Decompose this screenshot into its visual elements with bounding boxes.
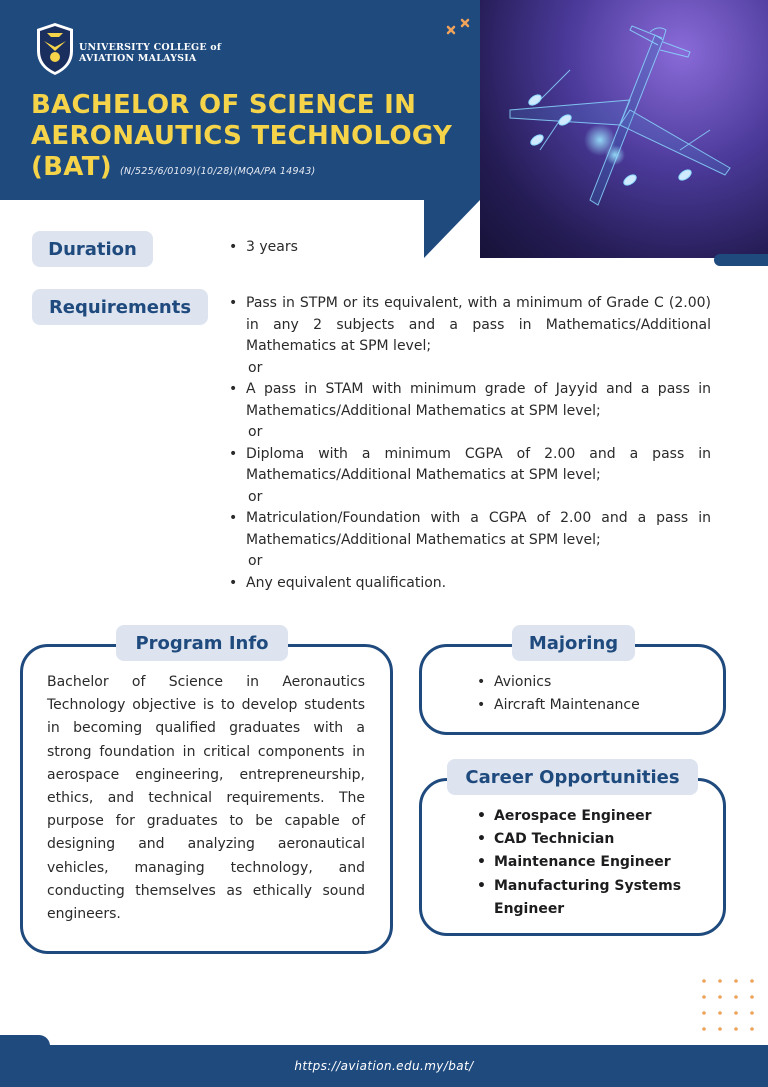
title-line-2: AERONAUTICS TECHNOLOGY [31, 121, 453, 151]
career-label: Career Opportunities [447, 759, 698, 795]
hero-corner [424, 200, 480, 258]
duration-label: Duration [32, 231, 153, 267]
requirement-or: or [248, 553, 263, 569]
requirements-list [229, 293, 711, 594]
majoring-label: Majoring [512, 625, 635, 661]
program-info-text: Bachelor of Science in Aeronautics Technology objective is to develop students in becoming qualified graduates with a strong foundation in critical components in aerospace engineering, entrepreneurship, ethics, and technical requirements. The purpose for graduates to be capable of designing and analyzing aeronautical vehicles, managing technology, and conducting themselves as ethically sound engineers. [47, 674, 365, 923]
program-code: (N/525/6/0109)(10/28)(MQA/PA 14943) [120, 166, 316, 177]
institution-line-2: AVIATION MALAYSIA [79, 53, 197, 64]
university-crest-icon [33, 21, 77, 77]
majoring-item: • Aircraft Maintenance [477, 694, 640, 717]
requirement-item: • Any equivalent qualification. [229, 573, 711, 595]
duration-list [229, 239, 298, 255]
requirements-label: Requirements [32, 289, 208, 325]
majoring-list [477, 671, 640, 717]
institution-line-1: UNIVERSITY COLLEGE of [79, 42, 222, 53]
airplane-wireframe-icon [480, 0, 768, 258]
requirement-item: • Matriculation/Foundation with a CGPA of 2.00 and a pass in Mathematics/Additional Mathematics at SPM level; [229, 508, 711, 551]
career-item: • Maintenance Engineer [477, 851, 707, 874]
footer-url-link[interactable]: https://aviation.edu.my/bat/ [294, 1059, 474, 1073]
duration-item: • 3 years [229, 239, 298, 255]
sparkle-icon [444, 17, 474, 41]
program-info-label: Program Info [116, 625, 288, 661]
requirement-item: • A pass in STAM with minimum grade of Jayyid and a pass in Mathematics/Additional Mathematics at SPM level; [229, 379, 711, 422]
career-list [477, 805, 707, 921]
hero-tab [714, 254, 768, 266]
career-item: • CAD Technician [477, 828, 707, 851]
requirement-item: • Pass in STPM or its equivalent, with a minimum of Grade C (2.00) in any 2 subjects and a pass in Mathematics/Additional Mathematics at SPM level; [229, 293, 711, 358]
institution-name [79, 42, 221, 64]
dots-decoration [700, 975, 764, 1035]
requirement-or: or [248, 424, 263, 440]
requirement-item: • Diploma with a minimum CGPA of 2.00 and a pass in Mathematics/Additional Mathematics at SPM level; [229, 444, 711, 487]
footer [0, 1045, 768, 1087]
career-item: • Aerospace Engineer [477, 805, 707, 828]
career-item: • Manufacturing Systems Engineer [477, 875, 707, 921]
hero-image [480, 0, 768, 258]
title-line-3: (BAT) [31, 152, 112, 182]
requirement-or: or [248, 488, 263, 505]
title-line-1: BACHELOR OF SCIENCE IN [31, 90, 417, 120]
majoring-item: • Avionics [477, 671, 640, 694]
requirement-or: or [248, 359, 263, 376]
